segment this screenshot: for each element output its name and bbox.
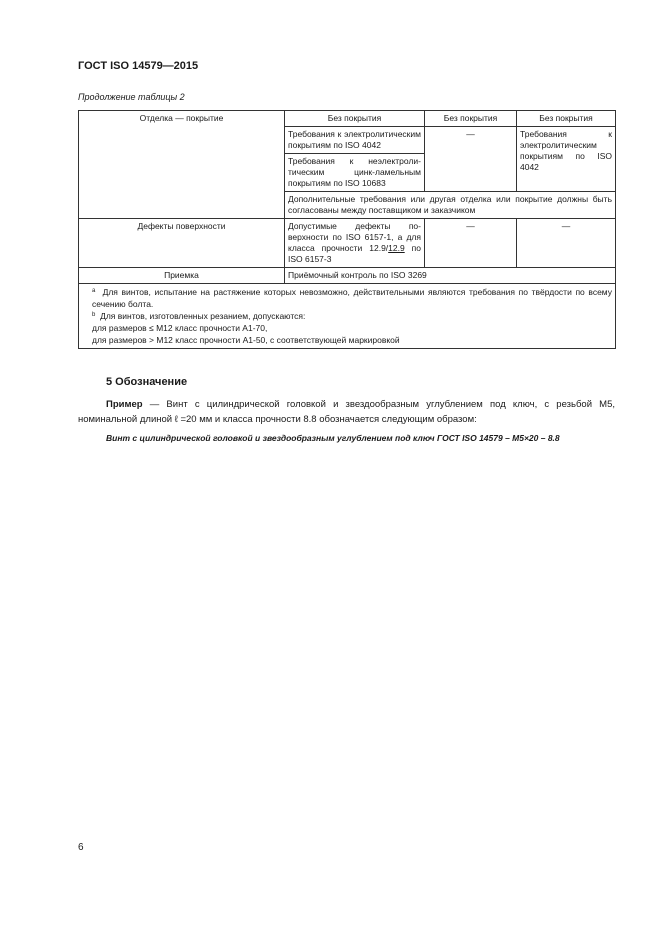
- footnote-b-line: для размеров ≤ M12 класс прочности А1-70,: [92, 323, 268, 333]
- acceptance-value-cell: Приёмочный контроль по ISO 3269: [285, 268, 616, 284]
- defects-text: Допустимые дефекты поверхности по ISO 6157-1, а для класса прочности 12.9/: [288, 221, 421, 253]
- strength-class-underlined: 12.9: [388, 243, 405, 253]
- footnote-b-text: Для винтов, изготовленных резанием, допускаются:: [100, 311, 306, 321]
- defects-text-end: по ISO 6157-3: [288, 243, 421, 264]
- dash-cell: —: [517, 219, 616, 268]
- section-title: 5 Обозначение: [106, 376, 188, 388]
- dash-cell: —: [425, 219, 517, 268]
- footnote-a-text: Для винтов, испытание на растяжение которых невозможно, действительными являются требования по твёрдости по всему сечению болта.: [92, 287, 612, 309]
- additional-requirements-cell: Дополнительные требования или другая отделка или покрытие должны быть согласованы между поставщиком и заказчиком: [285, 192, 616, 219]
- header-cell: Без покрытия: [425, 111, 517, 127]
- footnote-b-line: для размеров > M12 класс прочности А1-50, с соответствующей маркировкой: [92, 335, 400, 345]
- defects-spec-cell: [285, 219, 425, 268]
- electro-coating-cell: Требования к электролитическим покрытиям по ISO 4042: [285, 127, 425, 154]
- nonelectro-coating-cell: Требования к неэлектролитическим цинк-ламельным покрытиям по ISO 10683: [285, 154, 425, 192]
- acceptance-label-cell: Приемка: [79, 268, 285, 284]
- designation-example: Винт с цилиндрической головкой и звездообразным углублением под ключ ГОСТ ISO 14579 – М5×20 – 8.8: [106, 433, 560, 443]
- dash-cell: —: [425, 127, 517, 192]
- example-paragraph: [78, 397, 615, 427]
- defects-label-cell: Дефекты поверхности: [79, 219, 285, 268]
- footnotes-cell: [79, 284, 616, 349]
- table-row: [79, 111, 616, 127]
- header-cell: Без покрытия: [285, 111, 425, 127]
- specification-table: [78, 110, 616, 349]
- page-number: 6: [78, 842, 84, 853]
- table-row: [79, 219, 616, 268]
- table-row: [79, 268, 616, 284]
- footnote-a-mark: a: [92, 288, 96, 294]
- electro-coating-cell: Требования к электролитическим покрытиям по ISO 4042: [517, 127, 616, 192]
- table-row: [79, 284, 616, 349]
- header-cell: Без покрытия: [517, 111, 616, 127]
- finish-label-cell: Отделка — покрытие: [79, 111, 285, 219]
- standard-code: ГОСТ ISO 14579—2015: [78, 60, 199, 72]
- footnote-a: [82, 286, 612, 310]
- footnote-b: [82, 310, 612, 322]
- table-caption: Продолжение таблицы 2: [78, 92, 185, 102]
- example-text: — Винт с цилиндрической головкой и звездообразным углублением под ключ, с резьбой М5, номинальной длиной ℓ =20 мм и класса прочности 8.8 обозначается следующим образом:: [78, 399, 615, 425]
- example-label: Пример: [106, 399, 143, 410]
- footnote-b-mark: b: [92, 312, 96, 318]
